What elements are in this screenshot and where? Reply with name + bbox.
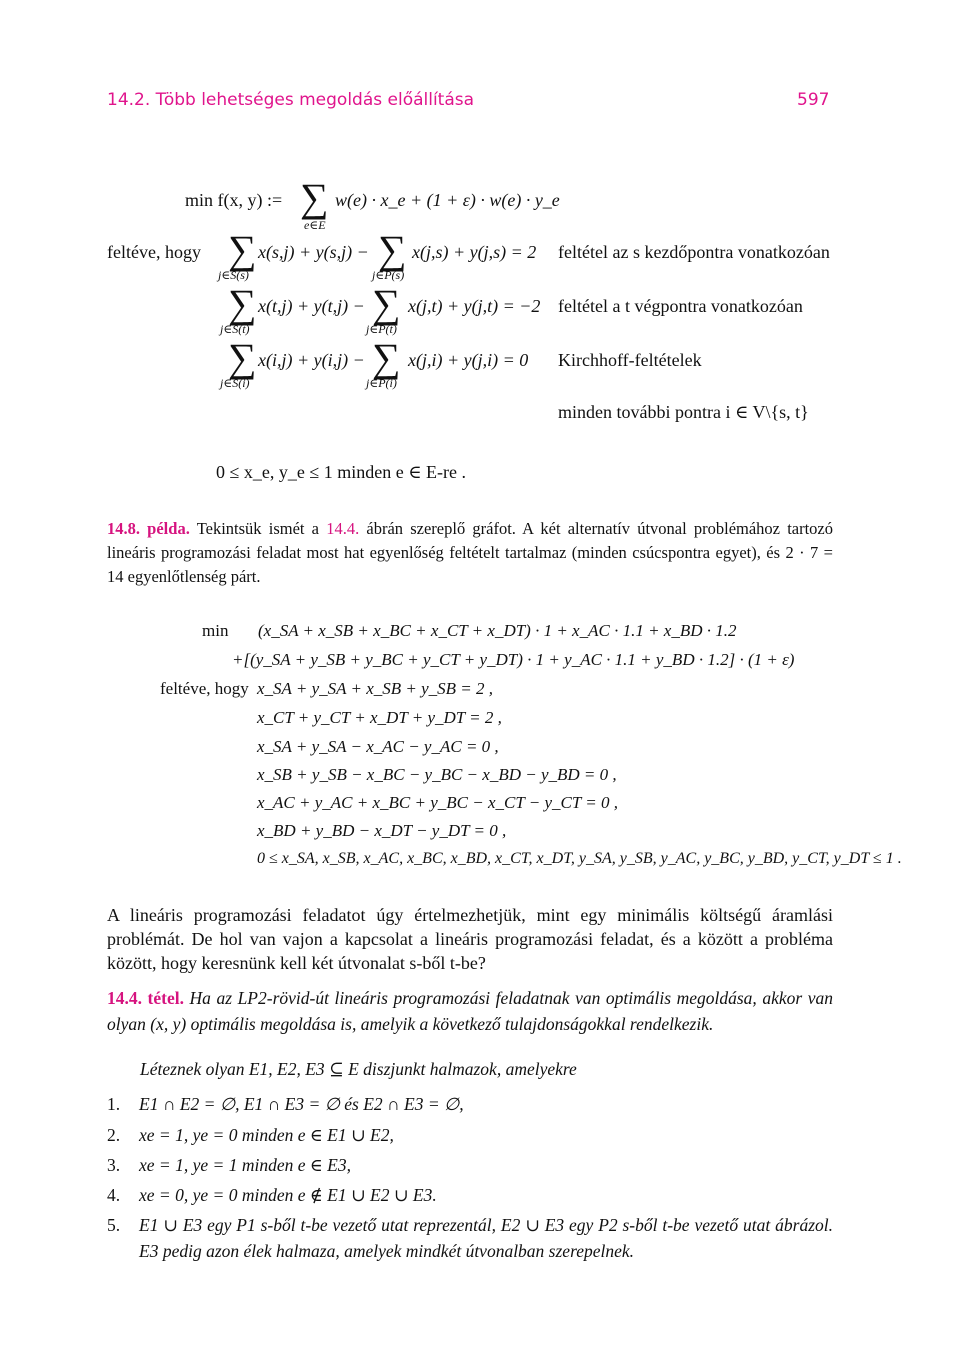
row-rhs-index: j∈P(i) (366, 376, 397, 390)
sum-index: e∈E (304, 218, 326, 232)
theorem-label: 14.4. tétel. (107, 988, 184, 1008)
row-lhs: x(t,j) + y(t,j) − (258, 296, 365, 316)
row-rhs: x(j,s) + y(j,s) = 2 (412, 242, 537, 262)
section-header: 14.2. Több lehetséges megoldás előállítása (107, 90, 475, 110)
row-rhs: x(j,i) + y(j,i) = 0 (408, 350, 529, 370)
item-text: xe = 1, ye = 1 minden e ∈ E3, (139, 1155, 351, 1175)
objective-body: w(e) · x_e + (1 + ε) · w(e) · y_e (335, 190, 560, 210)
row-lhs: x(i,j) + y(i,j) − (258, 350, 365, 370)
row-note: feltétel a t végpontra vonatkozóan (558, 296, 803, 316)
sum-symbol: ∑ (300, 175, 329, 220)
lp-bounds: 0 ≤ x_SA, x_SB, x_AC, x_BC, x_BD, x_CT, x_DT, y_SA, y_SB, y_AC, y_BC, y_BD, y_CT, y_DT ≤ 1 . (257, 850, 902, 867)
row-lhs: x(s,j) + y(s,j) − (258, 242, 369, 262)
row-rhs-index: j∈P(s) (372, 268, 405, 282)
lp-constraint: x_CT + y_CT + x_DT + y_DT = 2 , (257, 708, 502, 727)
row-rhs-index: j∈P(t) (366, 322, 397, 336)
lp-constraint: x_AC + y_AC + x_BC + y_BC − x_CT − y_CT = 0 , (257, 793, 618, 812)
constraint-intro: feltéve, hogy (107, 242, 201, 262)
lp-min-label: min (202, 621, 229, 640)
sum-symbol: ∑ (228, 227, 257, 272)
theorem-text: Ha az LP2-rövid-út lineáris programozási feladatnak van optimális megoldása, akkor van olyan (x, y) optimális megoldása is, amelyik a következő tulajdonságokkal rendelkezik. (107, 988, 833, 1034)
row-lhs-index: j∈S(i) (220, 376, 250, 390)
example-text-before: Tekintsük ismét a (196, 519, 320, 538)
item-number: 1. (107, 1094, 121, 1114)
lp-constraint: x_BD + y_BD − x_DT − y_DT = 0 , (257, 821, 507, 840)
item-text: E1 ∪ E3 egy P1 s-ből t-be vezető utat reprezentál, E2 ∪ E3 egy P2 s-ből t-be vezető utat ábrázol. E3 pedig azon élek halmaza, amelyek mindkét útvonalban szerepelnek. (139, 1215, 833, 1261)
item-text: xe = 1, ye = 0 minden e ∈ E1 ∪ E2, (139, 1125, 394, 1145)
figure-reference[interactable]: 14.4. (326, 519, 360, 538)
sum-symbol: ∑ (378, 227, 407, 272)
row-note-2: minden további pontra i ∈ V\{s, t} (558, 402, 809, 422)
sum-symbol: ∑ (372, 335, 401, 380)
list-item (107, 1122, 833, 1148)
example-text: ábrán szereplő gráfot. A két alternatív útvonal problémához tartozó lineáris programozási feladat most hat egyenlőség feltételt tartalmaz (minden csúcspontra egyet), és 2 · 7 = 14 egyenlőtlenség párt. (107, 519, 834, 586)
item-text: E1 ∩ E2 = ∅, E1 ∩ E3 = ∅ és E2 ∩ E3 = ∅, (139, 1094, 464, 1114)
row-note: feltétel az s kezdőpontra vonatkozóan (558, 242, 830, 262)
lp-st-label: feltéve, hogy (160, 679, 249, 698)
theorem-statement (107, 985, 833, 1037)
sum-symbol: ∑ (228, 335, 257, 380)
lp-min-line2: +[(y_SA + y_SB + y_BC + y_CT + y_DT) · 1 + y_AC · 1.1 + y_BD · 1.2] · (1 + ε) (232, 650, 795, 669)
page-number: 597 (797, 90, 830, 110)
sum-symbol: ∑ (372, 281, 401, 326)
item-number: 5. (107, 1215, 121, 1235)
item-number: 2. (107, 1125, 121, 1145)
item-text: xe = 0, ye = 0 minden e ∉ E1 ∪ E2 ∪ E3. (139, 1185, 437, 1205)
lp-constraint: x_SB + y_SB − x_BC − y_BC − x_BD − y_BD = 0 , (257, 765, 617, 784)
list-item (107, 1182, 833, 1208)
row-lhs-index: j∈S(t) (220, 322, 250, 336)
list-item (107, 1091, 833, 1117)
example-paragraph (107, 517, 833, 589)
sum-symbol: ∑ (228, 281, 257, 326)
row-rhs: x(j,t) + y(j,t) = −2 (408, 296, 541, 316)
body-paragraph: A lineáris programozási feladatot úgy értelmezhetjük, mint egy minimális költségű áramlási problémát. De hol van vajon a kapcsolat a lineáris programozási feladat, és a között a probléma között, hogy keresnünk kell két útvonalat s-ből t-be? (107, 905, 833, 973)
objective-label: min f(x, y) := (185, 190, 283, 210)
item-number: 3. (107, 1155, 121, 1175)
lp-min-line1: (x_SA + x_SB + x_BC + x_CT + x_DT) · 1 + x_AC · 1.1 + x_BD · 1.2 (258, 621, 737, 640)
bounds-line: 0 ≤ x_e, y_e ≤ 1 minden e ∈ E-re . (216, 462, 467, 482)
item-number: 4. (107, 1185, 121, 1205)
row-note: Kirchhoff-feltételek (558, 350, 702, 370)
row-lhs-index: j∈S(s) (218, 268, 249, 282)
lp-constraint: x_SA + y_SA + x_SB + y_SB = 2 , (257, 679, 493, 698)
theorem-intro: Léteznek olyan E1, E2, E3 ⊆ E diszjunkt halmazok, amelyekre (140, 1059, 577, 1079)
example-label: 14.8. példa. (107, 519, 190, 538)
list-item (107, 1212, 833, 1264)
lp-constraint: x_SA + y_SA − x_AC − y_AC = 0 , (257, 737, 499, 756)
list-item (107, 1152, 833, 1178)
